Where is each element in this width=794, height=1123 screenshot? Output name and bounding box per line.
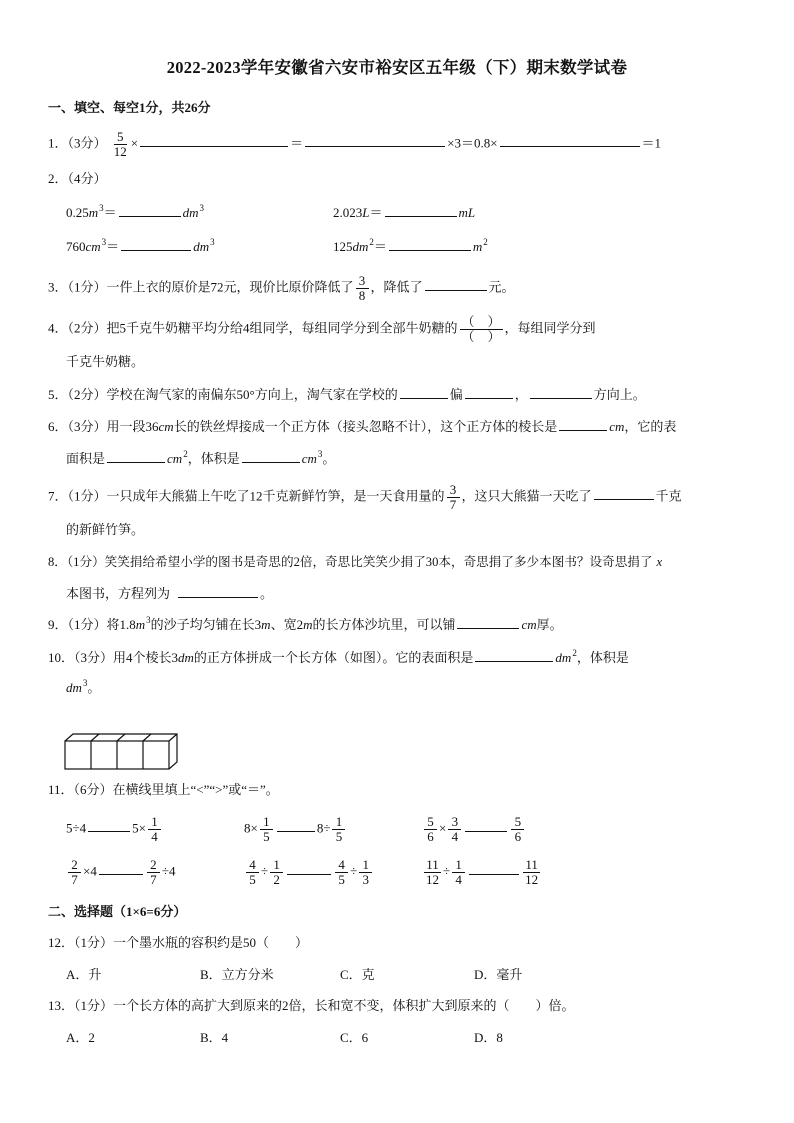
answer-blank[interactable] (389, 238, 471, 251)
question-4-line2: 千克牛奶糖。 (66, 354, 145, 369)
answer-blank[interactable] (88, 819, 130, 832)
answer-blank[interactable] (305, 134, 445, 147)
answer-blank[interactable] (425, 278, 487, 291)
q13-option-d[interactable]: D．8 (474, 1030, 503, 1045)
question-7: 7．（1分）一只成年大熊猫上午吃了12千克新鲜竹笋，是一天食用量的 $\frac{3}{7}$ ，这只大熊猫一天吃了 千克 (48, 482, 682, 512)
question-9: 9．（1分）将$1.8m^3$的沙子均匀铺在长3m、宽2m的长方体沙坑里，可以铺 cm厚。 (48, 615, 563, 632)
compare-item: 5÷4 5× $\frac{1}{4}$ (66, 815, 163, 844)
cuboid-figure (64, 733, 188, 773)
q13-option-a[interactable]: A．2 (66, 1030, 95, 1045)
question-5: 5．（2分）学校在淘气家的南偏东50°方向上，淘气家在学校的 偏 ， 方向上。 (48, 387, 646, 402)
compare-item: $\frac{5}{6}$ × $\frac{3}{4}$ $\frac{5}{6}$ (422, 815, 526, 844)
answer-blank[interactable] (242, 450, 300, 463)
answer-blank[interactable] (277, 819, 315, 832)
question-8: 8．（1分）笑笑捐给希望小学的图书是奇思的2倍，奇思比笑笑少捐了30本，奇思捐了多少本图书？设奇思捐了 x (48, 555, 663, 569)
question-10: 10．（3分）用4个棱长3dm的正方体拼成一个长方体（如图）。它的表面积是 $dm^2$，体积是 (48, 648, 629, 665)
compare-item: $\frac{11}{12}$ ÷ $\frac{1}{4}$ $\frac{11}{12}$ (426, 857, 539, 887)
conversion-c: $760cm^3= dm^3$ (66, 237, 215, 254)
question-3: 3．（1分）一件上衣的原价是72元，现价比原价降低了 $\frac{3}{8}$ ，降低了 元。 (48, 273, 515, 303)
compare-item: $\frac{4}{5}$ ÷ $\frac{1}{2}$ $\frac{4}{5}$ ÷ $\frac{1}{3}$ (244, 858, 374, 887)
q12-option-c[interactable]: C．克 (340, 967, 375, 982)
answer-blank[interactable] (594, 487, 654, 500)
answer-blank[interactable] (400, 386, 448, 399)
answer-blank[interactable] (465, 386, 513, 399)
conversion-d: $125dm^2= m^2$ (333, 237, 488, 254)
question-11: 11．（6分）在横线里填上“<”“>”或“＝”。 (48, 782, 279, 797)
conversion-b: 2.023L＝ mL (333, 205, 476, 220)
q13-option-b[interactable]: B．4 (200, 1030, 229, 1045)
answer-blank[interactable] (559, 418, 607, 431)
compare-item: $\frac{2}{7}$ ×4 $\frac{2}{7}$ ÷4 (66, 858, 175, 887)
answer-blank[interactable] (119, 204, 181, 217)
question-6-line2: 面积是 $cm^2$，体积是 $cm^3$。 (66, 449, 336, 466)
answer-blank[interactable] (457, 616, 519, 629)
q13-option-c[interactable]: C．6 (340, 1030, 369, 1045)
fraction: $\frac{3}{8}$ (356, 274, 369, 303)
question-10-line2: $dm^3$。 (66, 678, 101, 695)
answer-blank[interactable] (140, 134, 288, 147)
question-8-line2: 本图书，方程列为 。 (66, 586, 274, 601)
question-12: 12．（1分）一个墨水瓶的容积约是50（ ） (48, 935, 309, 950)
question-6: 6．（3分）用一段36cm长的铁丝焊接成一个正方体（接头忽略不计），这个正方体的棱长是 cm，它的表 (48, 419, 677, 434)
fraction-blank[interactable]: $\frac{( )}{( )}$ (461, 314, 501, 344)
question-7-line2: 的新鲜竹笋。 (66, 522, 145, 537)
answer-blank[interactable] (469, 862, 519, 875)
answer-blank[interactable] (475, 649, 553, 662)
question-4: 4．（2分）把5千克牛奶糖平均分给4组同学，每组同学分到全部牛奶糖的 $\frac{( )}{( )}$ ，每组同学分到 (48, 314, 596, 344)
section-heading-fill-in: 一、填空、每空1分，共26分 (48, 100, 211, 115)
answer-blank[interactable] (107, 450, 165, 463)
section-heading-choice: 二、选择题（1×6=6分） (48, 904, 187, 919)
answer-blank[interactable] (465, 819, 507, 832)
page-title: 2022-2023学年安徽省六安市裕安区五年级（下）期末数学试卷 (166, 58, 628, 77)
answer-blank[interactable] (99, 862, 143, 875)
q12-option-a[interactable]: A．升 (66, 967, 102, 982)
fraction: $\frac{5}{12}$ (113, 129, 127, 159)
answer-blank[interactable] (287, 862, 331, 875)
q12-option-b[interactable]: B．立方分米 (200, 967, 274, 982)
answer-blank[interactable] (121, 238, 191, 251)
question-13: 13．（1分）一个长方体的高扩大到原来的2倍，长和宽不变，体积扩大到原来的（ ）倍。 (48, 998, 575, 1013)
fraction: $\frac{3}{7}$ (447, 483, 460, 512)
q12-option-d[interactable]: D．毫升 (474, 967, 523, 982)
answer-blank[interactable] (178, 585, 258, 598)
answer-blank[interactable] (500, 134, 640, 147)
conversion-a: $0.25m^3= dm^3$ (66, 203, 205, 220)
answer-blank[interactable] (385, 204, 457, 217)
question-1: 1．（3分） $\frac{5}{12}$ × ＝ ×3＝0.8× ＝1 (48, 129, 662, 159)
compare-item: 8× $\frac{1}{5}$ 8÷ $\frac{1}{5}$ (244, 815, 347, 844)
answer-blank[interactable] (530, 386, 592, 399)
question-2-label: 2．（4分） (48, 171, 107, 186)
